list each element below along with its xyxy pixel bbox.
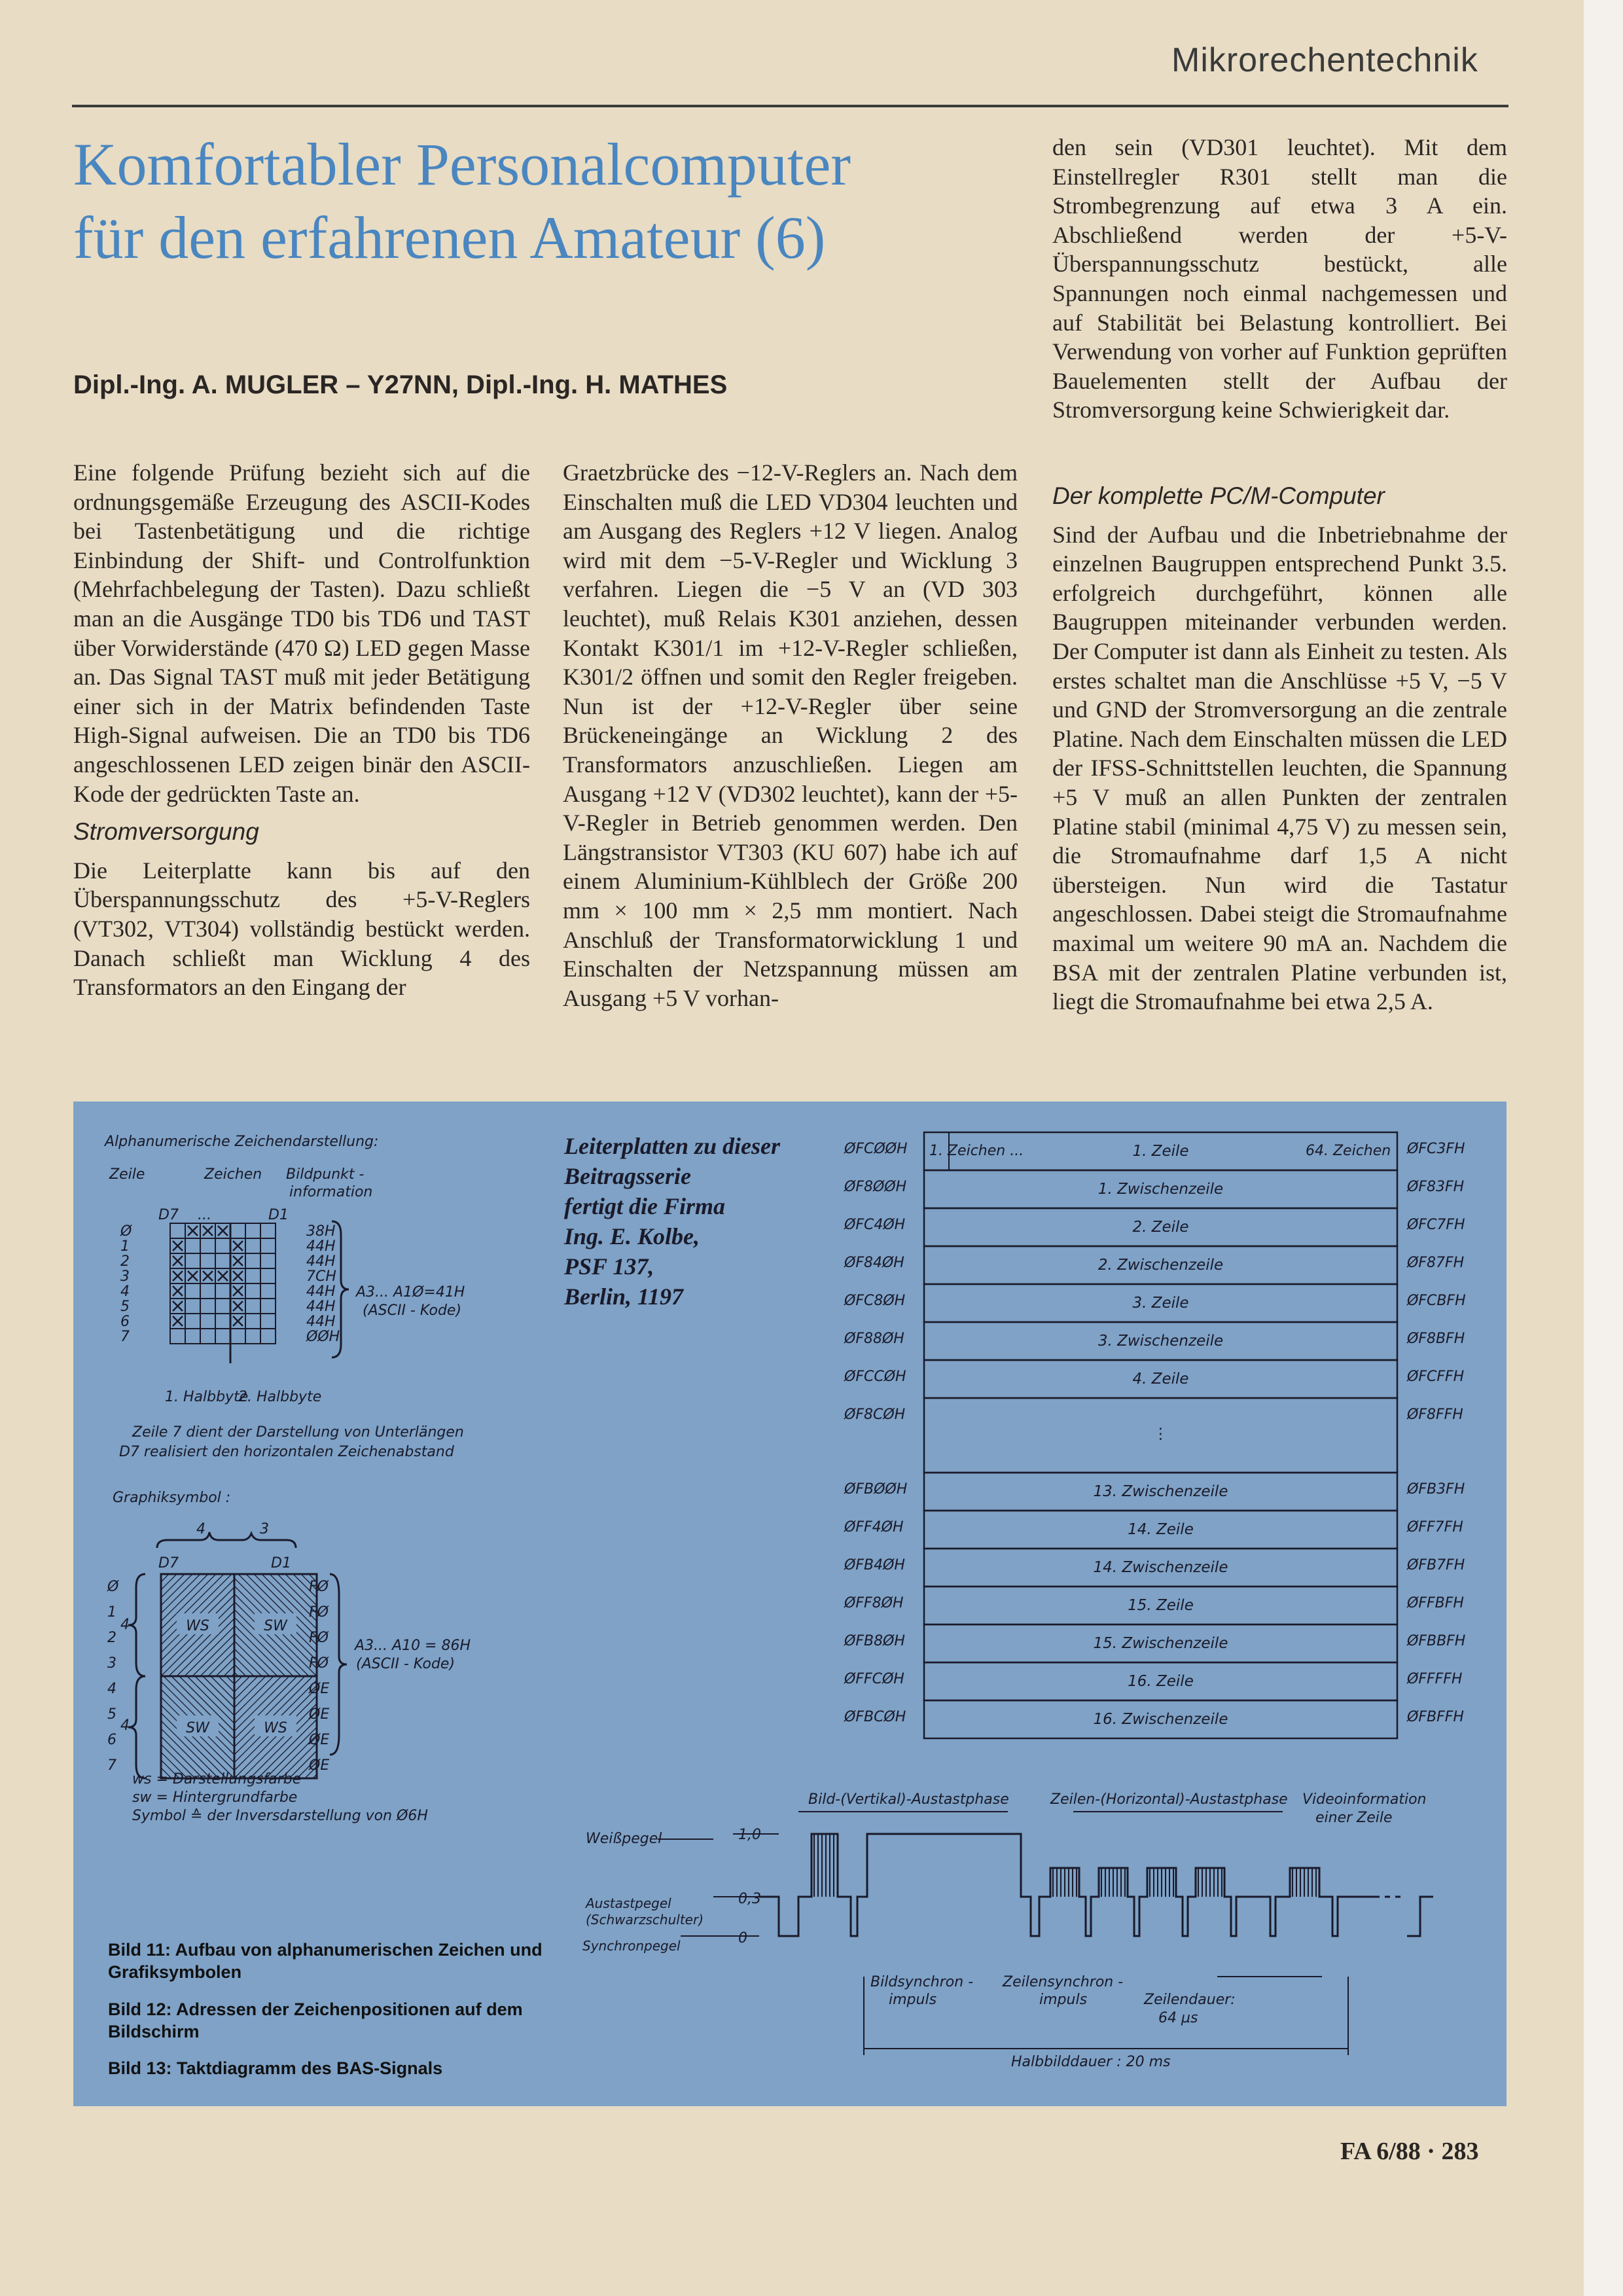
matrix-cell: [215, 1329, 230, 1344]
char-matrix-grid: [170, 1223, 276, 1363]
matrix-dot: [173, 1316, 183, 1326]
hatch-line: [203, 1676, 234, 1708]
end-address: ØFBFFH: [1407, 1709, 1464, 1725]
credit-line: Leiterplatten zu dieser: [564, 1133, 780, 1159]
fig13-schwarzschulter: (Schwarzschulter): [586, 1912, 704, 1928]
matrix-cell: [200, 1314, 215, 1329]
matrix-cell: [260, 1314, 276, 1329]
hatch-line: [234, 1676, 250, 1692]
matrix-dot: [233, 1241, 243, 1251]
row-number: 3: [107, 1655, 116, 1672]
matrix-cell: [260, 1253, 276, 1268]
page-footer: FA 6/88 · 283: [1340, 2138, 1479, 2165]
fig13-level-0: 0: [738, 1930, 747, 1946]
fig11-col-zeile: Zeile: [109, 1166, 145, 1183]
row-number: 2: [107, 1630, 116, 1646]
start-address: ØF84ØH: [844, 1255, 904, 1271]
end-address: ØFBBFH: [1407, 1633, 1466, 1649]
row-label: 15. Zwischenzeile: [1093, 1635, 1228, 1652]
hatch-line: [161, 1574, 177, 1590]
row-label: 2. Zwischenzeile: [1097, 1257, 1224, 1274]
text-column-3: [1052, 473, 1507, 1019]
hatch-line: [234, 1602, 309, 1676]
fig11-d7: D7: [158, 1207, 179, 1223]
row-label: 15. Zeile: [1128, 1597, 1194, 1614]
matrix-cell: [215, 1283, 230, 1299]
end-address: ØFCBFH: [1407, 1293, 1466, 1309]
credit-line: PSF 137,: [564, 1253, 654, 1280]
section-heading: Stromversorgung: [73, 818, 259, 846]
matrix-dot: [173, 1241, 183, 1251]
row-code: ØE: [309, 1706, 330, 1723]
matrix-cell: [200, 1253, 215, 1268]
header-rule: [72, 105, 1508, 107]
fig11-g-address: A3... A10 = 86H: [355, 1638, 471, 1654]
fig11-halbbyte2: 2. Halbbyte: [238, 1389, 322, 1405]
matrix-dot: [233, 1271, 243, 1281]
hatch-line: [219, 1676, 234, 1692]
row-label: 1. Zeile: [1132, 1143, 1189, 1160]
end-address: ØFFBFH: [1407, 1595, 1464, 1611]
figure-13-diagram: [563, 1780, 1505, 2094]
fig13-synchronpegel: Synchronpegel: [582, 1938, 681, 1954]
caption-bild-11: Bild 11: Aufbau von alphanumerischen Zeichen und Grafiksymbolen: [108, 1940, 543, 1982]
credit-line: Berlin, 1197: [564, 1283, 684, 1310]
fig11-heading: Alphanumerische Zeichendarstellung:: [105, 1134, 379, 1150]
start-address: ØFBØØH: [844, 1481, 908, 1498]
matrix-dot: [173, 1286, 183, 1296]
fig13-bild-sync-2: impuls: [889, 1992, 937, 2008]
matrix-cell: [245, 1329, 260, 1344]
matrix-dot: [188, 1271, 198, 1281]
row-label: 16. Zeile: [1128, 1673, 1194, 1690]
start-address: ØF8CØH: [844, 1407, 906, 1423]
row-code: ØE: [309, 1681, 330, 1697]
fig13-vert-label: Bild-(Vertikal)-Austastphase: [808, 1791, 1009, 1808]
row-number: 5: [120, 1299, 130, 1315]
start-address: ØFCØØH: [844, 1141, 908, 1157]
fig13-zeilendauer-2: 64 µs: [1158, 2010, 1198, 2026]
section-label: Mikrorechentechnik: [1171, 41, 1478, 79]
row-number: 4: [107, 1681, 116, 1697]
matrix-cell: [260, 1238, 276, 1253]
matrix-cell: [260, 1268, 276, 1283]
row-number: 5: [107, 1706, 116, 1723]
start-address: ØF8ØØH: [844, 1179, 907, 1195]
matrix-cell: [200, 1283, 215, 1299]
matrix-cell: [170, 1223, 185, 1238]
hatch-line: [242, 1704, 317, 1778]
matrix-cell: [260, 1329, 276, 1344]
caption-bild-13: Bild 13: Taktdiagramm des BAS-Signals: [108, 2058, 443, 2078]
start-address: ØFF4ØH: [844, 1519, 904, 1535]
matrix-dot: [203, 1226, 213, 1236]
matrix-cell: [215, 1253, 230, 1268]
hatch-line: [208, 1650, 234, 1676]
width-brace: [157, 1532, 296, 1548]
fig11-g-d1: D1: [271, 1555, 291, 1571]
matrix-cell: [245, 1253, 260, 1268]
start-address: ØFCCØH: [844, 1369, 906, 1385]
matrix-cell: [260, 1223, 276, 1238]
matrix-cell: [170, 1329, 185, 1344]
fig11-col-info: information: [289, 1184, 373, 1200]
waveform-tail: [1407, 1897, 1433, 1936]
figure-11-diagram: [73, 1102, 571, 1952]
fig11-d1: D1: [268, 1207, 289, 1223]
row-label: 3. Zeile: [1132, 1295, 1189, 1312]
row-number: 3: [120, 1268, 130, 1285]
row-label: 1. Zwischenzeile: [1097, 1181, 1224, 1198]
height-brace-2: [128, 1676, 145, 1778]
row-label: 3. Zwischenzeile: [1097, 1333, 1224, 1350]
paragraph: Eine folgende Prüfung bezieht sich auf die ordnungsgemäße Erzeugung des ASCII-Kodes bei Tastenbetätigung und die richtige Einbindung der Shift- und Controlfunktion (Mehrfachbelegung der Tasten). Dazu schließt man an die Ausgänge TD0 bis TD6 und TAST über Vorwiderstände (470 Ω) LED gegen Masse an. Das Signal TAST muß mit jeder Betätigung einer sich in der Matrix befindenden Taste High-Signal aufweisen. Die an TD0 bis TD6 angeschlossenen LED zeigen binär den ASCII-Kode der gedrückten Taste an.: [73, 459, 530, 807]
row-code: 7CH: [306, 1268, 336, 1285]
fig11-g-h2: 4: [120, 1717, 130, 1734]
fig11-legend1: ws = Darstellungsfarbe: [132, 1771, 302, 1787]
end-address: ØFF7FH: [1407, 1519, 1463, 1535]
caption-bild-12: Bild 12: Adressen der Zeichenpositionen auf dem Bildschirm: [108, 2000, 523, 2041]
row-number: 6: [120, 1314, 130, 1330]
paragraph: den sein (VD301 leuchtet). Mit dem Einstellregler R301 stellt man die Strombegrenzung auf etwa 3 A ein. Abschließend werden der +5-V-Überspannungsschutz bestückt, alle Spannungen noch einmal nachgemessen und auf Stabilität bei Belastung kontrolliert. Bei Verwendung von vorher auf Funktion geprüften Bauelementen stellt der Aufbau der Stromversorgung keine Schwierigkeit dar.: [1052, 134, 1507, 423]
text-column-2: [563, 458, 1018, 1015]
row-label: 4. Zeile: [1132, 1371, 1189, 1388]
fig13-level-03: 0,3: [738, 1891, 761, 1907]
quadrant-ws: WS: [186, 1618, 209, 1634]
end-address: ØFC7FH: [1407, 1217, 1465, 1233]
start-address: ØFC4ØH: [844, 1217, 906, 1233]
paragraph: Graetzbrücke des −12-V-Reglers an. Nach dem Einschalten muß die LED VD304 leuchten und am Ausgang des Reglers +12 V liegen. Analog wird mit dem −5-V-Regler und Wicklung 3 verfahren. Liegen die −5 V an (VD 303 leuchtet), muß Relais K301 anziehen, dessen Kontakt K301/1 im +12-V-Regler schließen, K301/2 öffnen und somit den Regler freigeben. Nun ist der +12-V-Regler über seine Brückeneingänge an Wicklung 2 des Transformators anzuschließen. Liegen am Ausgang +12 V (VD302 leuchtet), kann der +5-V-Regler in Betrieb genommen werden. Den Längstransistor VT303 (KU 607) habe ich auf einem Aluminium-Kühlblech der Größe 200 mm × 100 mm × 2,5 mm montiert. Nach Anschluß der Transformatorwicklung 1 und Einschalten der Netzspannung müssen am Ausgang +5 V vorhan-: [563, 459, 1018, 1011]
matrix-cell: [260, 1283, 276, 1299]
end-address: ØFB3FH: [1407, 1481, 1465, 1498]
fig12-last-char: 64. Zeichen: [1306, 1143, 1391, 1159]
row-code: FØ: [309, 1655, 329, 1672]
fig13-bild-sync: Bildsynchron -: [870, 1974, 974, 1990]
fig11-g-width1: 4: [196, 1521, 205, 1537]
fig13-zeil-sync: Zeilensynchron -: [1003, 1974, 1124, 1990]
paragraph: Die Leiterplatte kann bis auf den Überspannungsschutz des +5-V-Reglers (VT302, VT304) vollständig bestückt werden. Danach schließt man Wicklung 4 des Transformators an den Eingang der: [73, 857, 530, 1001]
start-address: ØF88ØH: [844, 1331, 904, 1347]
page-edge: [1584, 0, 1623, 2296]
row-number: 1: [120, 1238, 130, 1255]
matrix-cell: [245, 1238, 260, 1253]
fig11-address-note: (ASCII - Kode): [363, 1302, 462, 1319]
fig13-horiz-label: Zeilen-(Horizontal)-Austastphase: [1050, 1791, 1288, 1808]
credit-line: fertigt die Firma: [564, 1193, 725, 1219]
matrix-dot: [173, 1301, 183, 1311]
fig11-address: A3... A1Ø=41H: [356, 1284, 465, 1300]
hatch-line: [161, 1574, 200, 1613]
paragraph: Sind der Aufbau und die Inbetriebnahme der einzelnen Baugruppen entsprechend Punkt 3.5. erfolgreich durchgeführt, können alle Baugruppen miteinander verbunden werden. Der Computer ist dann als Einheit zu testen. Als erstes schaltet man die Anschlüsse +5 V, −5 V und GND der Stromversorgung an die zentrale Platine. Nach dem Einschalten müssen die LED der IFSS-Schnittstellen leuchten, die Spannung +5 V muß an allen Punkten der zentralen Platine stabil (minimal 4,75 V) zu messen sein, die Stromaufnahme darf 1,5 A nicht übersteigen. Nun wird die Tastatur angeschlossen. Dabei steigt die Stromaufnahme maximal um weitere 90 mA an. Nachdem die BSA mit der zentralen Platine verbunden ist, liegt die Stromaufnahme bei etwa 2,5 A.: [1052, 521, 1507, 1015]
matrix-cell: [245, 1299, 260, 1314]
end-address: ØF8BFH: [1407, 1331, 1465, 1347]
matrix-dot: [233, 1256, 243, 1266]
fig11-halbbyte1: 1. Halbbyte: [165, 1389, 249, 1405]
fig13-video-label-2: einer Zeile: [1315, 1810, 1393, 1826]
matrix-dot: [173, 1256, 183, 1266]
start-address: ØFC8ØH: [844, 1293, 906, 1309]
screen-address-table: [844, 1132, 1466, 1738]
row-number: 1: [107, 1604, 116, 1621]
end-address: ØFCFFH: [1407, 1369, 1465, 1385]
matrix-cell: [200, 1238, 215, 1253]
row-code: 38H: [306, 1223, 336, 1240]
end-address: ØF87FH: [1407, 1255, 1465, 1271]
row-code: 44H: [306, 1238, 336, 1255]
end-address: ØFC3FH: [1407, 1141, 1465, 1157]
fig13-zeilendauer: Zeilendauer:: [1144, 1992, 1236, 2008]
end-address: ØFFFFH: [1407, 1671, 1463, 1687]
matrix-cell: [245, 1268, 260, 1283]
row-number: Ø: [120, 1223, 132, 1240]
waveform-line: [759, 1834, 1375, 1936]
row-code: FØ: [309, 1630, 329, 1646]
credit-line: Ing. E. Kolbe,: [564, 1223, 700, 1249]
fig13-video-label: Videoinformation: [1302, 1791, 1427, 1808]
matrix-dot: [233, 1301, 243, 1311]
matrix-cell: [185, 1283, 200, 1299]
start-address: ØFB4ØH: [844, 1557, 905, 1573]
row-code: 44H: [306, 1299, 336, 1315]
brace: [330, 1574, 347, 1755]
article-authors: Dipl.-Ing. A. MUGLER – Y27NN, Dipl.-Ing. H. MATHES: [73, 370, 728, 399]
start-address: ØFF8ØH: [844, 1595, 904, 1611]
row-number: 6: [107, 1732, 116, 1748]
row-code: 44H: [306, 1314, 336, 1330]
matrix-cell: [185, 1299, 200, 1314]
fig11-col-zeichen: Zeichen: [204, 1166, 262, 1183]
fig11-dots: ...: [198, 1207, 211, 1223]
end-address: ØF8FFH: [1407, 1407, 1463, 1423]
matrix-cell: [215, 1314, 230, 1329]
quadrant-sw: SW: [264, 1618, 287, 1634]
matrix-dot: [218, 1271, 228, 1281]
quadrant-sw: SW: [186, 1720, 209, 1736]
hatch-line: [234, 1696, 317, 1778]
fig11-legend3: Symbol ≙ der Inversdarstellung von Ø6H: [132, 1808, 428, 1824]
matrix-dot: [233, 1316, 243, 1326]
matrix-cell: [230, 1329, 245, 1344]
matrix-cell: [200, 1329, 215, 1344]
matrix-cell: [245, 1283, 260, 1299]
bas-waveform: [658, 1812, 1433, 2055]
matrix-cell: [215, 1299, 230, 1314]
fig11-g-address-note: (ASCII - Kode): [356, 1656, 455, 1672]
start-address: ØFB8ØH: [844, 1633, 905, 1649]
fig11-g-width2: 3: [260, 1521, 269, 1537]
matrix-cell: [245, 1223, 260, 1238]
fig11-note1: Zeile 7 dient der Darstellung von Unterlängen: [132, 1424, 464, 1441]
end-address: ØF83FH: [1407, 1179, 1465, 1195]
matrix-dot: [233, 1286, 243, 1296]
fig13-halbbild: Halbbilddauer : 20 ms: [1011, 2054, 1171, 2070]
text-column-1: [73, 458, 530, 1005]
hatch-line: [234, 1676, 242, 1684]
article-title: [73, 128, 1042, 274]
start-address: ØFBCØH: [844, 1709, 906, 1725]
pcb-credit: [564, 1131, 865, 1312]
title-line-2: für den erfahrenen Amateur (6): [73, 204, 826, 271]
row-code: ØØH: [306, 1329, 340, 1345]
section-heading: Der komplette PC/M-Computer: [1052, 482, 1385, 509]
fig11-legend2: sw = Hintergrundfarbe: [132, 1789, 298, 1806]
hatch-line: [234, 1649, 262, 1676]
hatch-line: [161, 1574, 192, 1605]
row-code: FØ: [309, 1604, 329, 1621]
fig13-level-1: 1,0: [738, 1827, 761, 1843]
matrix-dot: [173, 1271, 183, 1281]
start-address: ØFFCØH: [844, 1671, 904, 1687]
end-address: ØFB7FH: [1407, 1557, 1465, 1573]
row-number: 7: [120, 1329, 130, 1345]
title-line-1: Komfortabler Personalcomputer: [73, 131, 851, 198]
text-column-right-top: [1052, 133, 1507, 427]
fig11-col-bitpunkt: Bildpunkt -: [286, 1166, 365, 1183]
quadrant-ws: WS: [264, 1720, 287, 1736]
matrix-cell: [185, 1253, 200, 1268]
figure-12-diagram: [831, 1126, 1505, 1741]
fig11-note2: D7 realisiert den horizontalen Zeichenabstand: [119, 1444, 454, 1460]
fig13-weisspegel: Weißpegel: [586, 1831, 662, 1847]
matrix-dot: [218, 1226, 228, 1236]
row-number: Ø: [107, 1579, 119, 1595]
hatch-line: [226, 1676, 234, 1684]
fig11-g-d7: D7: [158, 1555, 179, 1571]
row-number: 4: [120, 1283, 130, 1300]
credit-line: Beitragsserie: [564, 1163, 691, 1189]
matrix-cell: [260, 1299, 276, 1314]
hatch-line: [234, 1676, 274, 1715]
hatch-line: [216, 1658, 234, 1676]
hatch-line: [234, 1594, 317, 1676]
row-label: 16. Zwischenzeile: [1093, 1711, 1228, 1728]
row-number: 7: [107, 1757, 116, 1774]
row-label: 13. Zwischenzeile: [1093, 1483, 1228, 1500]
row-label: 14. Zwischenzeile: [1093, 1559, 1228, 1576]
row-label: 2. Zeile: [1132, 1219, 1189, 1236]
row-code: 44H: [306, 1283, 336, 1300]
hatch-line: [192, 1634, 234, 1676]
row-code: 44H: [306, 1253, 336, 1270]
matrix-cell: [200, 1299, 215, 1314]
matrix-cell: [185, 1314, 200, 1329]
matrix-dot: [188, 1226, 198, 1236]
graphics-symbol: [161, 1574, 317, 1778]
hatch-line: [195, 1676, 234, 1715]
matrix-cell: [230, 1223, 245, 1238]
hatch-line: [234, 1657, 254, 1676]
matrix-cell: [185, 1238, 200, 1253]
matrix-cell: [245, 1314, 260, 1329]
matrix-cell: [215, 1238, 230, 1253]
hatch-line: [234, 1641, 270, 1676]
height-brace-1: [128, 1574, 145, 1676]
row-code: ØE: [309, 1732, 330, 1748]
matrix-cell: [185, 1329, 200, 1344]
row-label: ⋮: [1153, 1426, 1168, 1443]
fig13-austastpegel: Austastpegel: [586, 1895, 671, 1911]
row-label: 14. Zeile: [1128, 1521, 1194, 1538]
matrix-dot: [203, 1271, 213, 1281]
fig11-g-h1: 4: [120, 1617, 130, 1633]
row-code: FØ: [309, 1579, 329, 1595]
fig12-first-char: 1. Zeichen ...: [929, 1143, 1024, 1159]
hatch-line: [161, 1574, 169, 1582]
row-code: ØE: [309, 1757, 330, 1774]
hatch-line: [234, 1676, 266, 1708]
fig11-graph-heading: Graphiksymbol :: [113, 1490, 231, 1506]
fig13-zeil-sync-2: impuls: [1039, 1992, 1088, 2008]
row-number: 2: [120, 1253, 130, 1270]
